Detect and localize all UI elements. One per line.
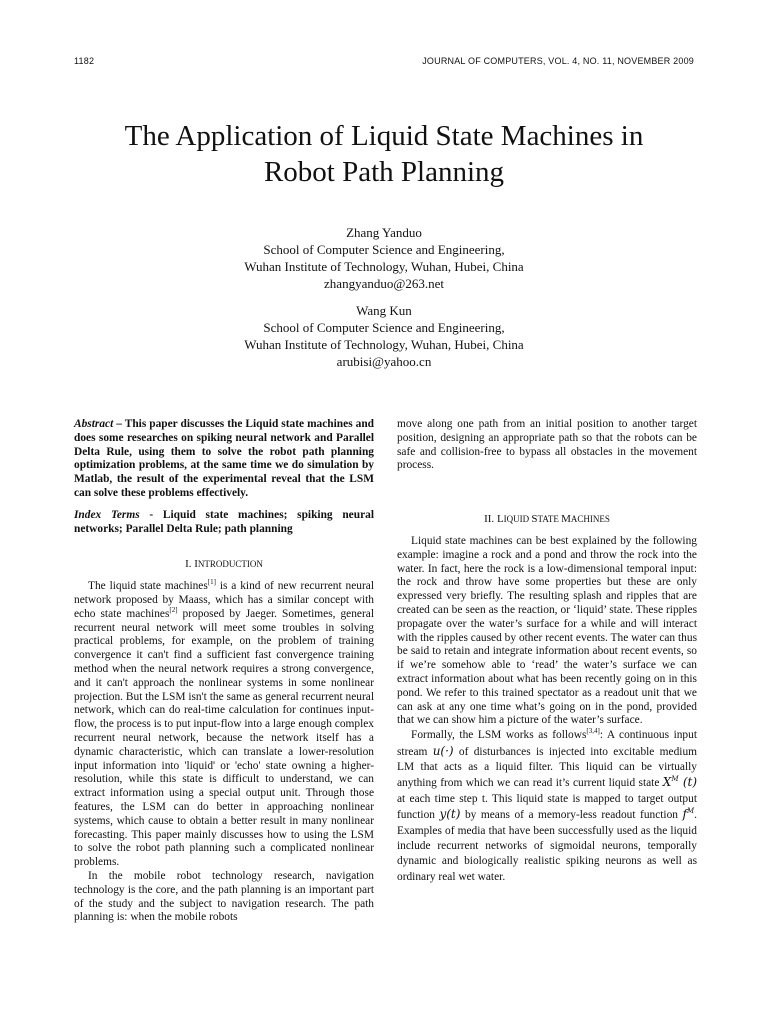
journal-header: JOURNAL OF COMPUTERS, VOL. 4, NO. 11, NOVEMBER 2009 [422, 56, 694, 66]
lsm-paragraph-2 [397, 728, 697, 885]
index-terms-lead: Index Terms [74, 508, 140, 521]
lsm-paragraph-1: Liquid state machines can be best explained by the following example: imagine a rock and a pond and throw the rock into the water. In fact, here the rock is a low-dimensional temporal input: the rock and throw have some properties but these are only expressed very briefly. The resulting splash and ripples that are created can be seen as the reaction, or ‘liquid’ state. These ripples propagate over the water’s surface for a while and will interact with the ripples caused by other recent events. The water can thus be said to retain and integrate information about recent events, so if we’re somehow able to ‘read’ the water’s surface we can extract information about what has been recently going on in this pond. We refer to this trained spectator as a readout unit that we can ask at any one time what’s going on in the pond, provided that we can show him a picture of the water’s surface. [397, 534, 697, 727]
author-affiliation-2: Wuhan Institute of Technology, Wuhan, Hubei, China [244, 259, 524, 274]
math-f [683, 807, 695, 821]
index-terms-text: - Liquid state machines; spiking neural networks; Parallel Delta Rule; path planning [74, 508, 374, 535]
abstract-lead: Abstract [74, 418, 114, 430]
math-f-sup: M [686, 807, 695, 816]
text-run: at each time step t. This liquid state is mapped to target output function [397, 792, 697, 822]
section-rest: ACHINES [570, 514, 610, 525]
section-initial: L [496, 513, 504, 526]
citation: [3,4] [586, 727, 600, 736]
math-y: y(t) [439, 807, 461, 822]
author-affiliation-1: School of Computer Science and Engineering, [263, 320, 505, 335]
author-affiliation-2: Wuhan Institute of Technology, Wuhan, Hubei, China [244, 337, 524, 352]
section-number: II. [484, 513, 497, 526]
text-run: . Examples of media that have been successfully used as the liquid include recurrent networks of sigmoidal neurons, temporally dynamic and biologically realistic spiking neurons as well as ordinary real wet water. [397, 809, 697, 883]
author-block-2 [74, 302, 694, 370]
abstract [74, 418, 374, 501]
continued-paragraph: move along one path from an initial position to another target position, designing an appropriate path so that the robots can be safe and collision-free to bypass all obstacles in the movement process. [397, 418, 697, 472]
author-name: Wang Kun [356, 303, 412, 318]
title-line-2: Robot Path Planning [263, 156, 505, 188]
abstract-text: This paper discusses the Liquid state machines and does some researches on spiking neural network and Parallel Delta Rule, using them to solve the robot path planning optimization problems, at the same time we do simulation by Matlab, the result of the experimental reveal that the LSM can solve these problems effectively. [74, 418, 374, 499]
math-u: u(·) [432, 743, 454, 758]
paper-title [60, 118, 708, 190]
section-rest: TATE [537, 514, 562, 525]
text-run: of disturbances is injected into excitable medium LM that acts as a liquid filter. This liquid can be virtually anything from which we can read it’s current liquid state [397, 745, 698, 790]
math-x-arg: (t) [678, 775, 698, 790]
text-run: is a kind of new recurrent neural network proposed by Maass, which has a similar concept with echo state machines [74, 580, 374, 620]
text-run: : A continuous input stream [397, 729, 697, 758]
section-initial: I [194, 558, 198, 571]
math-x-base: X [662, 775, 672, 790]
intro-paragraph-1 [74, 580, 374, 870]
abstract-dash: – [113, 418, 125, 430]
section-heading-lsm [397, 513, 697, 527]
text-run: Formally, the LSM works as follows [411, 729, 587, 742]
page-number: 1182 [74, 56, 95, 66]
section-initial: M [561, 513, 571, 526]
math-x [663, 775, 697, 789]
author-affiliation-1: School of Computer Science and Engineering, [263, 242, 505, 257]
text-run: The liquid state machines [88, 580, 208, 593]
section-rest: NTRODUCTION [197, 559, 263, 570]
title-line-1: The Application of Liquid State Machines in [124, 120, 644, 152]
section-rest: IQUID [503, 514, 532, 525]
text-run: proposed by Jaeger. Sometimes, general recurrent neural network will meet some troubles in solving practical problems, for example, on the problem of training convergence it can't find a sufficient fast convergence training method when the neural network requires a strong convergence, and it can't approach the nonlinear systems in some nonlinear projection. But the LSM isn't the same as general recurrent neural network, which can do real-time calculation for continues input-flow, the process is to put input-flow into a large enough complex recurrent neural network, because the network itself has a dynamic characteristic, which can translate a lower-resolution input information into 'liquid' or 'echo' state owning a higher-resolution, while this state is difficult to understand, we can extract information using a special output unit. Through those features, the LSM can do better in approaching nonlinear systems, which cause to obtain a better result in many nonlinear forecasting. This paper mainly discusses how to using the LSM to solve the robot path planning such a complicated nonlinear problems. [74, 607, 374, 869]
math-f-base: f [682, 807, 687, 822]
index-terms [74, 509, 374, 537]
citation: [1] [207, 578, 216, 587]
math-x-sup: M [671, 775, 679, 784]
right-column [397, 418, 697, 885]
citation: [2] [169, 605, 178, 614]
left-column [74, 418, 374, 925]
section-initial: S [531, 513, 538, 526]
author-email: arubisi@yahoo.cn [336, 354, 432, 369]
section-number: I. [185, 558, 195, 571]
intro-paragraph-2: In the mobile robot technology research, navigation technology is the core, and the path planning is an important part of the study and the subject to navigation research. The path planning is: when the mobile robots [74, 869, 374, 924]
text-run: by means of a memory-less readout function [460, 809, 683, 822]
author-block-1 [74, 224, 694, 292]
author-name: Zhang Yanduo [346, 225, 422, 240]
section-heading-introduction [74, 558, 374, 572]
author-email: zhangyanduo@263.net [324, 276, 444, 291]
